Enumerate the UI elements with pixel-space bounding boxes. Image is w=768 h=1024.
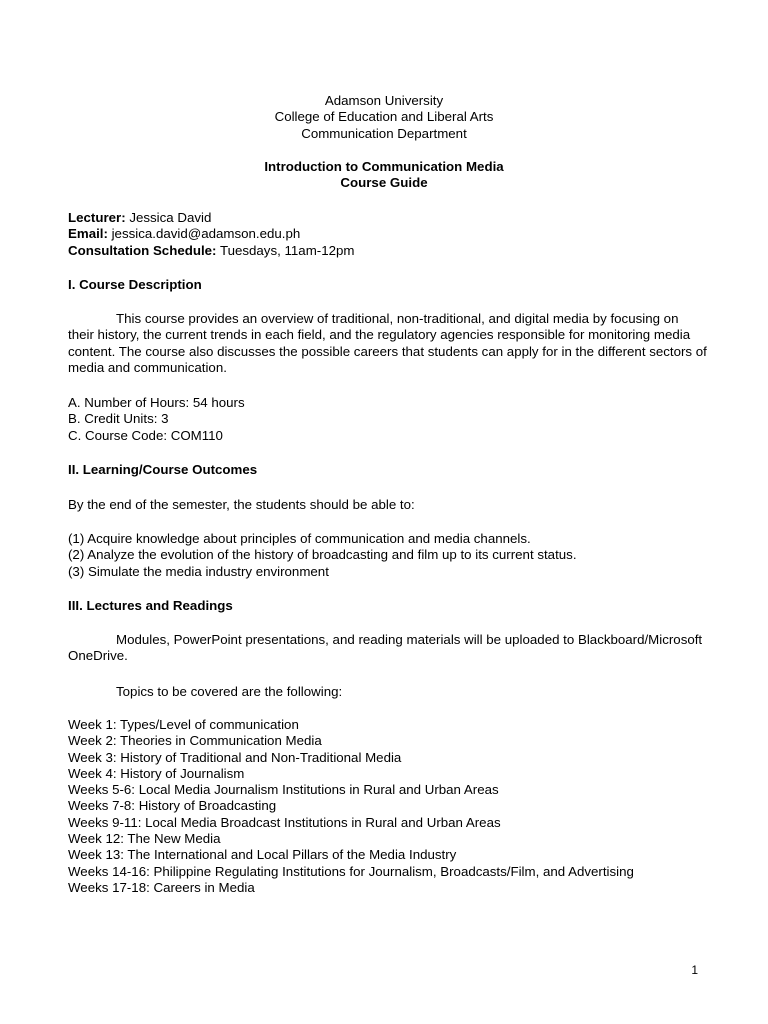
course-detail-hours: A. Number of Hours: 54 hours	[68, 395, 245, 410]
section2-heading: II. Learning/Course Outcomes	[68, 462, 258, 477]
department-name: Communication Department	[301, 125, 467, 141]
outcomes-list	[68, 531, 708, 580]
week-topic-item: Week 4: History of Journalism	[68, 765, 245, 781]
course-details-list	[68, 395, 708, 444]
schedule-label: Consultation Schedule:	[68, 242, 217, 258]
section3-heading: III. Lectures and Readings	[68, 598, 233, 613]
email-line	[68, 226, 708, 242]
outcome-item: (1) Acquire knowledge about principles of communication and media channels.	[68, 531, 531, 546]
week-topic-item: Weeks 9-11: Local Media Broadcast Institutions in Rural and Urban Areas	[68, 814, 501, 830]
outcomes-intro: By the end of the semester, the students should be able to:	[68, 497, 415, 512]
course-title-block	[0, 159, 768, 192]
outcome-item: (3) Simulate the media industry environment	[68, 563, 329, 579]
course-description-paragraph: This course provides an overview of traditional, non-traditional, and digital media by focusing on their history, the current trends in each field, and the regulatory agencies responsible for monitoring media content. The course also discusses the possible careers that students can apply for in the different sectors of media and communication.	[68, 311, 707, 375]
course-detail-code: C. Course Code: COM110	[68, 427, 223, 443]
email-value: jessica.david@adamson.edu.ph	[107, 226, 301, 242]
week-topic-item: Weeks 7-8: History of Broadcasting	[68, 798, 277, 814]
course-subtitle: Course Guide	[340, 175, 428, 191]
lecturer-line	[68, 210, 708, 226]
lectures-paragraph: Modules, PowerPoint presentations, and reading materials will be uploaded to Blackboard/Microsoft OneDrive.	[68, 632, 703, 664]
outcome-item: (2) Analyze the evolution of the history of broadcasting and film up to its current status.	[68, 547, 577, 563]
week-topic-item: Week 2: Theories in Communication Media	[68, 733, 322, 749]
week-topic-item: Week 3: History of Traditional and Non-Traditional Media	[68, 749, 402, 765]
schedule-line	[68, 243, 708, 259]
week-topic-item: Week 1: Types/Level of communication	[68, 717, 299, 732]
topics-intro: Topics to be covered are the following:	[116, 684, 343, 699]
week-topic-item: Week 12: The New Media	[68, 831, 221, 847]
institution-header	[0, 93, 768, 142]
page-number: 1	[691, 963, 698, 977]
course-title: Introduction to Communication Media	[264, 159, 504, 174]
email-label: Email:	[68, 226, 108, 242]
course-detail-units: B. Credit Units: 3	[68, 411, 169, 427]
schedule-value: Tuesdays, 11am-12pm	[216, 242, 355, 258]
lecturer-value: Jessica David	[125, 210, 212, 225]
university-name: Adamson University	[324, 93, 444, 108]
week-topic-item: Week 13: The International and Local Pillars of the Media Industry	[68, 847, 457, 863]
lecturer-label: Lecturer:	[68, 210, 126, 225]
week-topic-item: Weeks 14-16: Philippine Regulating Institutions for Journalism, Broadcasts/Film, and Advertising	[68, 863, 634, 879]
college-name: College of Education and Liberal Arts	[274, 109, 494, 125]
section1-heading: I. Course Description	[68, 277, 202, 292]
week-topic-item: Weeks 5-6: Local Media Journalism Institutions in Rural and Urban Areas	[68, 782, 499, 798]
weekly-topics-list	[68, 717, 708, 896]
week-topic-item: Weeks 17-18: Careers in Media	[68, 879, 255, 895]
contact-info	[68, 210, 708, 259]
